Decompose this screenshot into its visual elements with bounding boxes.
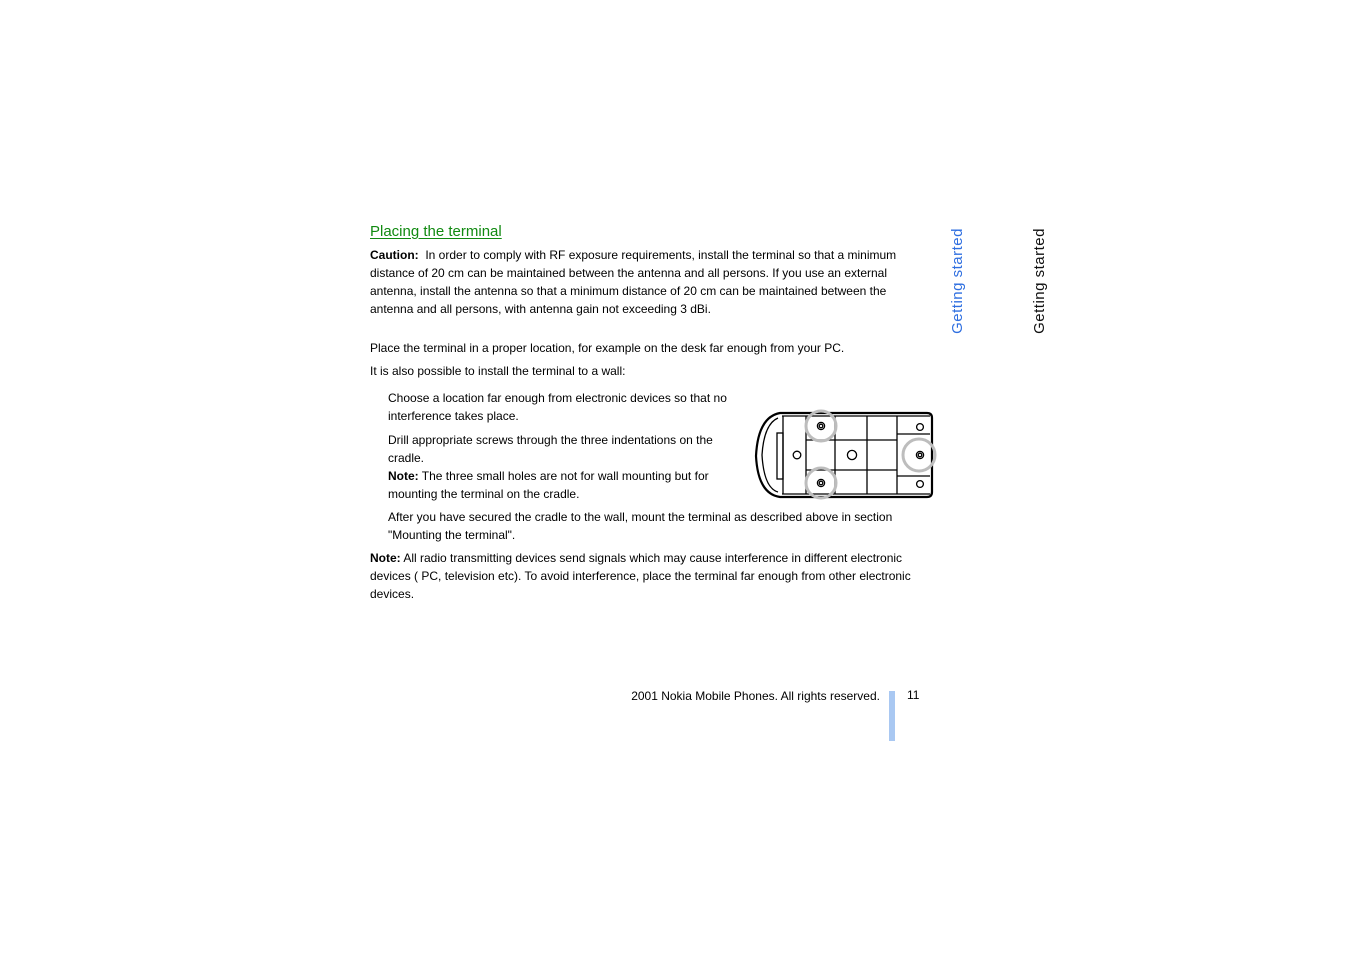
cradle-latch — [777, 433, 783, 479]
step-drill-screws — [388, 431, 734, 503]
small-hole-top-right — [917, 424, 924, 431]
cradle-bottom-diagram — [752, 404, 940, 504]
step-mount-terminal: After you have secured the cradle to the wall, mount the terminal as described above in section "Mounting the terminal". — [388, 510, 893, 542]
side-tab-black — [1031, 228, 1051, 346]
drill-note-label: Note: — [388, 469, 419, 483]
footer-accent-bar — [889, 691, 895, 741]
side-tab-blue-label: Getting started — [949, 228, 966, 334]
small-hole-bottom-right — [917, 481, 924, 488]
interference-note — [370, 549, 938, 603]
step-choose-location: Choose a location far enough from electronic devices so that no interference takes place. — [388, 391, 727, 423]
cradle-front-curve — [762, 418, 778, 492]
step-drill-text: Drill appropriate screws through the three indentations on the cradle. — [388, 433, 713, 465]
indentation-marker-right — [903, 439, 935, 471]
screw-right — [916, 451, 923, 458]
small-hole-center — [847, 450, 856, 459]
screw-bottom — [817, 479, 824, 486]
side-tab-black-label: Getting started — [1031, 228, 1048, 334]
page-title: Placing the terminal — [370, 223, 502, 240]
footer-copyright: 2001 Nokia Mobile Phones. All rights reserved. — [631, 689, 880, 703]
caution-label: Caution: — [370, 248, 419, 262]
drill-note-text: The three small holes are not for wall mounting but for mounting the terminal on the cradle. — [388, 469, 709, 501]
caution-text: In order to comply with RF exposure requirements, install the terminal so that a minimum distance of 20 cm can be maintained between the antenna and all persons. If you use an external antenna, install the antenna so that a minimum distance of 20 cm can be maintained between the antenna and all persons, with antenna gain not exceeding 3 dBi. — [370, 248, 897, 316]
note-label: Note: — [370, 551, 401, 565]
wall-intro-paragraph: It is also possible to install the terminal to a wall: — [370, 364, 626, 378]
note-text: All radio transmitting devices send signals which may cause interference in different electronic devices ( PC, television etc). To avoid interference, place the terminal far enough from other electronic devices. — [370, 551, 911, 601]
page-number: 11 — [907, 688, 920, 702]
caution-paragraph — [370, 246, 930, 318]
placement-paragraph: Place the terminal in a proper location, for example on the desk far enough from your PC. — [370, 341, 845, 355]
side-tab-blue — [949, 228, 969, 346]
screw-top — [817, 422, 824, 429]
small-hole-left — [793, 451, 801, 459]
